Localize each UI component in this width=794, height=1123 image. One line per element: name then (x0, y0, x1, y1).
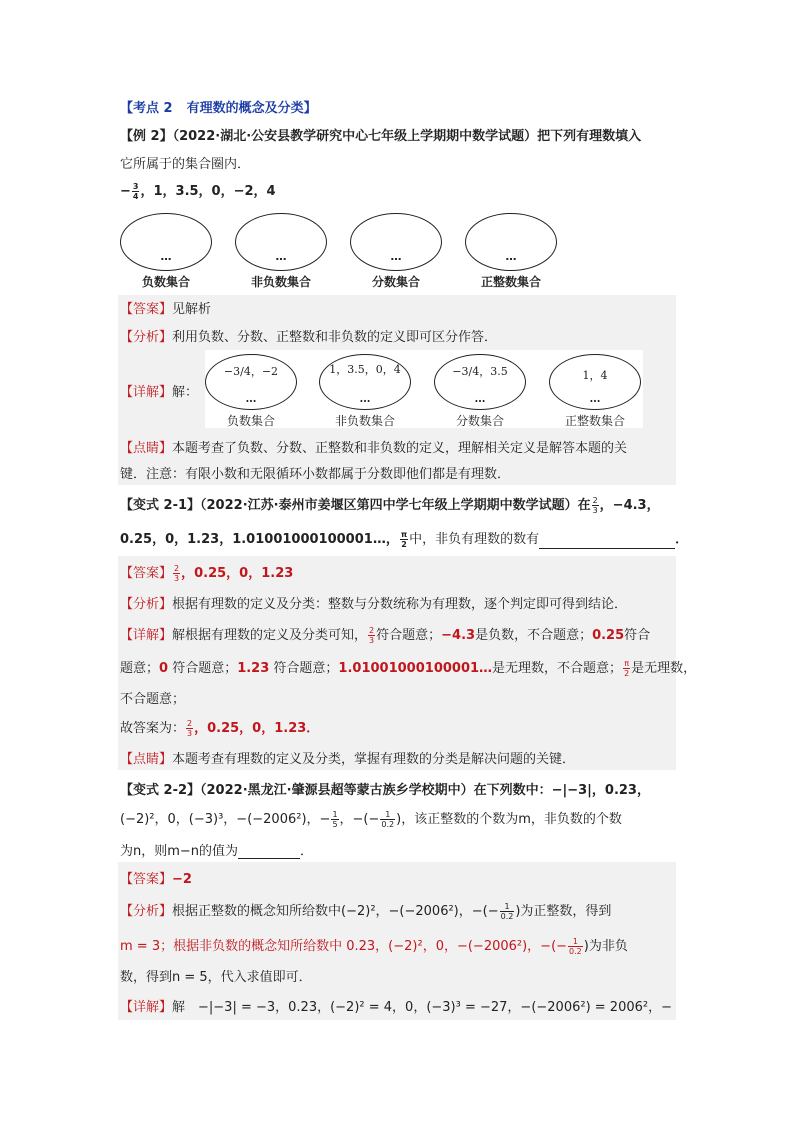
variant-1-line-2: 0.25，0，1.23，1.01001000100001…， $\frac{\pi}{2}$ 中，非负有理数的数有 ． (120, 530, 689, 549)
answer-1: 【答案】见解析 (120, 302, 212, 317)
detail-2-line-2: 题意；0 符合题意；1.23 符合题意；1.01001000100001…是无理数，不合题意； $\frac{\pi}{2}$ 是无理数， (120, 659, 697, 678)
analysis-1: 【分析】利用负数、分数、正整数和非负数的定义即可区分作答． (120, 330, 498, 345)
answer-ellipse-positive-integer: 1，4 … (549, 354, 641, 410)
set-ellipse-negative: … (120, 213, 212, 271)
analysis-3-line-3: 数，得到n = 5，代入求值即可． (120, 970, 312, 985)
variant-2-line-1: 【变式 2-2】（2022·黑龙江·肇源县超等蒙古族乡学校期中）在下列数中：−|−3|，0.23， (120, 783, 650, 798)
analysis-2: 【分析】根据有理数的定义及分类：整数与分数统称为有理数，逐个判定即可得到结论． (120, 597, 628, 612)
example-line-1: 【例 2】（2022·湖北·公安县教学研究中心七年级上学期期中数学试题）把下列有理数填入 (120, 129, 642, 144)
example-line-2: 它所属于的集合圈内． (120, 157, 251, 172)
variant-2-line-2: (−2)²，0，(−3)³，−(−2006²)，− $\frac{1}{5}$ ，−(− $\frac{1}{0.2}$ )，该正整数的个数为m，非负数的个数 (120, 810, 622, 829)
detail-1: 【详解】解： (120, 385, 199, 400)
set-ellipse-fraction: … (350, 213, 442, 271)
answer-2: 【答案】 $\frac{2}{3}$ ，0.25，0，1.23 (120, 564, 294, 583)
answer-3: 【答案】−2 (120, 872, 192, 887)
set-label: 负数集合 (141, 275, 190, 289)
detail-2-line-4: 故答案为： $\frac{2}{3}$ ，0.25，0，1.23． (120, 719, 320, 738)
set-ellipse-nonnegative: … (235, 213, 327, 271)
fraction: $\frac{3}{4}$ (132, 182, 139, 201)
answer-blank[interactable] (539, 548, 675, 549)
example-numbers: − $\frac{3}{4}$ ，1，3.5，0，−2，4 (120, 182, 276, 201)
detail-figure (205, 350, 643, 428)
point-1-line-2: 键．注意：有限小数和无限循环小数都属于分数即他们都是有理数． (120, 467, 511, 482)
answer-set-label: 分数集合 (455, 414, 504, 428)
variant-1-line-1: 【变式 2-1】（2022·江苏·泰州市姜堰区第四中学七年级上学期期中数学试题）在 $\frac{2}{3}$ ，−4.3， (120, 496, 660, 515)
answer-set-label: 负数集合 (226, 414, 275, 428)
answer-set-label: 正整数集合 (564, 414, 625, 428)
set-label: 非负数集合 (250, 275, 311, 289)
analysis-3-line-1: 【分析】根据正整数的概念知所给数中(−2)²，−(−2006²)，−(− $\frac{1}{0.2}$ )为正整数，得到 (120, 902, 612, 921)
answer-set-label: 非负数集合 (334, 414, 395, 428)
answer-blank[interactable] (238, 858, 300, 859)
answer-ellipse-nonnegative: 1，3.5，0，4 … (319, 354, 411, 410)
topic-heading: 【考点 2 有理数的概念及分类】 (120, 101, 317, 116)
variant-2-line-3: 为n，则m−n的值为 ． (120, 844, 314, 859)
set-label: 分数集合 (371, 275, 420, 289)
answer-ellipse-fraction: −3/4，3.5 … (434, 354, 526, 410)
detail-2-line-1: 【详解】解根据有理数的定义及分类可知， $\frac{2}{3}$ 符合题意；−4.3是负数，不合题意；0.25符合 (120, 626, 651, 645)
point-2: 【点睛】本题考查有理数的定义及分类，掌握有理数的分类是解决问题的关键． (120, 752, 576, 767)
detail-3: 【详解】解 −|−3| = −3，0.23，(−2)² = 4，0，(−3)³ = −27，−(−2006²) = 2006²，− (120, 1000, 672, 1015)
detail-2-line-3: 不合题意； (120, 692, 186, 707)
set-ellipses (118, 213, 558, 293)
point-1-line-1: 【点睛】本题考查了负数、分数、正整数和非负数的定义，理解相关定义是解答本题的关 (120, 441, 628, 456)
analysis-3-line-2: m = 3；根据非负数的概念知所给数中 0.23，(−2)²，0，−(−2006²)，−(− $\frac{1}{0.2}$ )为非负 (120, 937, 628, 956)
set-ellipse-positive-integer: … (465, 213, 557, 271)
answer-ellipse-negative: −3/4，−2 … (205, 354, 297, 410)
set-label: 正整数集合 (480, 275, 541, 289)
